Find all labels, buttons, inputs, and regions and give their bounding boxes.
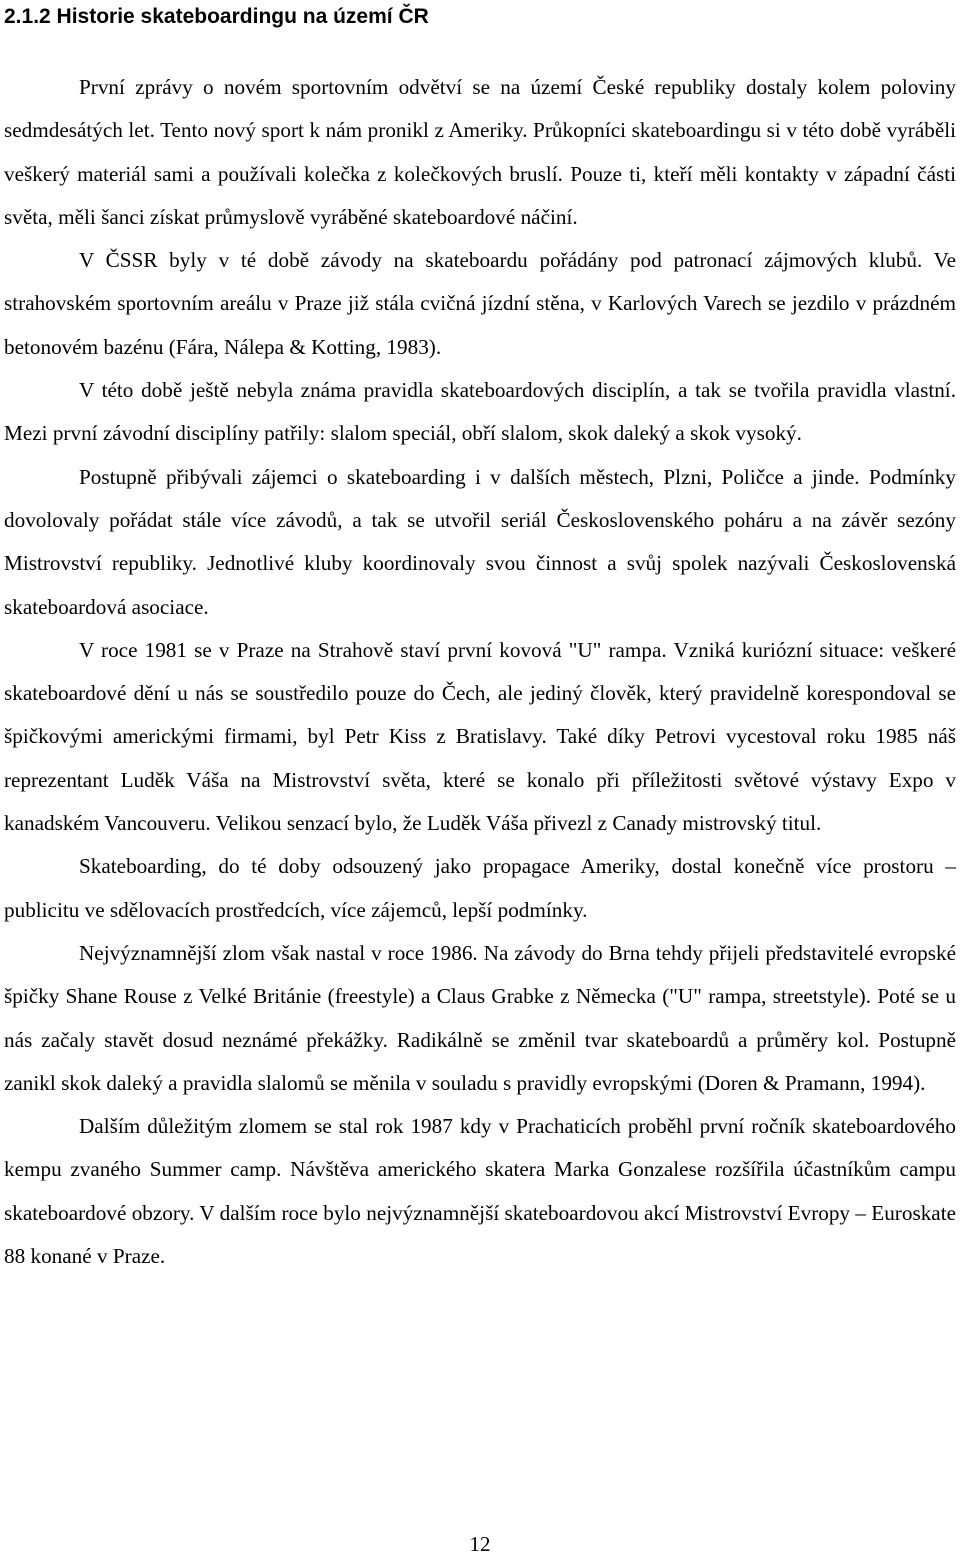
paragraph: V této době ještě nebyla známa pravidla skateboardových disciplín, a tak se tvořila pravidla vlastní. Mezi první závodní disciplíny patřily: slalom speciál, obří slalom, skok daleký a skok vysoký. xyxy=(4,378,956,446)
paragraph: Skateboarding, do té doby odsouzený jako propagace Ameriky, dostal konečně více prostoru – publicitu ve sdělovacích prostředcích, více zájemců, lepší podmínky. xyxy=(4,854,956,922)
body-text xyxy=(4,66,956,1278)
paragraph: První zprávy o novém sportovním odvětví se na území České republiky dostaly kolem poloviny sedmdesátých let. Tento nový sport k nám pronikl z Ameriky. Průkopníci skateboardingu si v této době vyráběli veškerý materiál sami a používali kolečka z kolečkových bruslí. Pouze ti, kteří měli kontakty v západní části světa, měli šanci získat průmyslově vyráběné skateboardové náčiní. xyxy=(4,75,956,229)
paragraph: V ČSSR byly v té době závody na skateboardu pořádány pod patronací zájmových klubů. Ve strahovském sportovním areálu v Praze již stála cvičná jízdní stěna, v Karlových Varech se jezdilo v prázdném betonovém bazénu (Fára, Nálepa & Kotting, 1983). xyxy=(4,248,956,359)
paragraph: Postupně přibývali zájemci o skateboarding i v dalších městech, Plzni, Poličce a jinde. Podmínky dovolovaly pořádat stále více závodů, a tak se utvořil seriál Československého poháru a na závěr sezóny Mistrovství republiky. Jednotlivé kluby koordinovaly svou činnost a svůj spolek nazývali Československá skateboardová asociace. xyxy=(4,464,956,619)
paragraph: Nejvýznamnější zlom však nastal v roce 1986. Na závody do Brna tehdy přijeli představitelé evropské špičky Shane Rouse z Velké Británie (freestyle) a Claus Grabke z Německa ("U" rampa, streetstyle). Poté se u nás začaly stavět dosud neznámé překážky. Radikálně se změnil tvar skateboardů a průměry kol. Postupně zanikl skok daleký a pravidla slalomů se měnila v souladu s pravidly evropskými (Doren & Pramann, 1994). xyxy=(4,940,956,1095)
section-heading: 2.1.2 Historie skateboardingu na území ČR xyxy=(4,5,429,28)
paragraph: V roce 1981 se v Praze na Strahově staví první kovová "U" rampa. Vzniká kuriózní situace: veškeré skateboardové dění u nás se soustředilo pouze do Čech, ale jediný člověk, který pravidelně korespondoval se špičkovými americkými firmami, byl Petr Kiss z Bratislavy. Také díky Petrovi vycestoval roku 1985 náš reprezentant Luděk Váša na Mistrovství světa, které se konalo při příležitosti světové výstavy Expo v kanadském Vancouveru. Velikou senzací bylo, že Luděk Váša přivezl z Canady mistrovský titul. xyxy=(4,637,956,836)
page-number: 12 xyxy=(469,1532,491,1556)
paragraph: Dalším důležitým zlomem se stal rok 1987 kdy v Prachaticích proběhl první ročník skateboardového kempu zvaného Summer camp. Návštěva amerického skatera Marka Gonzalese rozšířila účastníkům campu skateboardové obzory. V dalším roce bylo nejvýznamnější skateboardovou akcí Mistrovství Evropy – Euroskate 88 konané v Praze. xyxy=(4,1114,956,1269)
